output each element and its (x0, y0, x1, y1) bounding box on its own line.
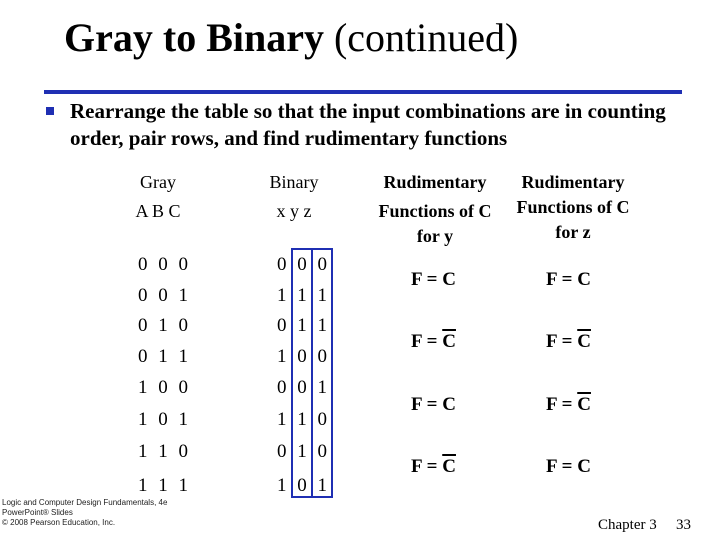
func-var-complement: $\overline{C}$ (577, 331, 591, 352)
gray-row-3: 0 1 0 (138, 315, 191, 336)
func-y-pair-2 (411, 330, 456, 354)
title-main: Gray to Binary (64, 15, 324, 60)
slide-title (64, 14, 518, 62)
header-binary: Binary (269, 172, 319, 192)
func-prefix: F = (411, 269, 443, 290)
func-var: C (577, 456, 591, 477)
func-prefix: F = (411, 331, 443, 352)
footer-credit-line-2: PowerPoint® Slides (2, 508, 73, 517)
gray-row-7: 1 1 0 (138, 441, 191, 462)
header-rud-y-2: Functions of C (378, 201, 492, 221)
gray-row-8: 1 1 1 (138, 475, 191, 496)
header-rud-y-1: Rudimentary (383, 172, 487, 192)
func-z-pair-4 (546, 455, 591, 479)
bullet-text: Rearrange the table so that the input combinations are in counting order, pair rows, and find rudimentary functions (70, 99, 666, 150)
header-rud-z-1: Rudimentary (521, 172, 625, 192)
func-y-pair-1 (411, 268, 456, 292)
gray-row-4: 0 1 1 (138, 346, 191, 367)
title-continued: (continued) (333, 15, 519, 60)
gray-row-2: 0 0 1 (138, 285, 191, 306)
binary-row-5: 0 0 1 (277, 377, 330, 398)
func-prefix: F = (411, 456, 443, 477)
footer-chapter: Chapter 3 (598, 517, 657, 533)
func-var: C (577, 269, 591, 290)
binary-row-3: 0 1 1 (277, 315, 330, 336)
header-binary-vars: x y z (276, 201, 312, 221)
bullet-square-icon (46, 107, 54, 115)
footer-credit-line-1: Logic and Computer Design Fundamentals, 4e (2, 498, 168, 507)
footer-page-number: 33 (676, 517, 691, 533)
func-z-pair-2 (546, 330, 591, 354)
gray-row-5: 1 0 0 (138, 377, 191, 398)
header-rud-z-3: for z (555, 222, 591, 242)
binary-row-6: 1 1 0 (277, 409, 330, 430)
footer-credit-line-3: © 2008 Pearson Education, Inc. (2, 518, 116, 527)
func-z-pair-3 (546, 393, 591, 417)
func-var-complement: $\overline{C}$ (442, 331, 456, 352)
binary-row-8: 1 0 1 (277, 475, 330, 496)
binary-row-4: 1 0 0 (277, 346, 330, 367)
func-var: C (442, 269, 456, 290)
header-gray-vars: A B C (135, 201, 181, 221)
func-prefix: F = (546, 456, 578, 477)
binary-row-2: 1 1 1 (277, 285, 330, 306)
func-y-pair-3 (411, 393, 456, 417)
func-var-complement: $\overline{C}$ (442, 456, 456, 477)
func-var-complement: $\overline{C}$ (577, 394, 591, 415)
header-rud-z-2: Functions of C (516, 197, 630, 217)
func-var: C (442, 394, 456, 415)
binary-row-7: 0 1 0 (277, 441, 330, 462)
gray-row-6: 1 0 1 (138, 409, 191, 430)
binary-row-1: 0 0 0 (277, 254, 330, 275)
footer-credit (2, 498, 182, 528)
func-prefix: F = (411, 394, 443, 415)
func-prefix: F = (546, 394, 578, 415)
func-prefix: F = (546, 269, 578, 290)
title-underline (44, 90, 682, 94)
header-rud-y-3: for y (416, 226, 454, 246)
func-y-pair-4 (411, 455, 456, 479)
gray-row-1: 0 0 0 (138, 254, 191, 275)
header-gray: Gray (140, 172, 176, 192)
func-prefix: F = (546, 331, 578, 352)
func-z-pair-1 (546, 268, 591, 292)
